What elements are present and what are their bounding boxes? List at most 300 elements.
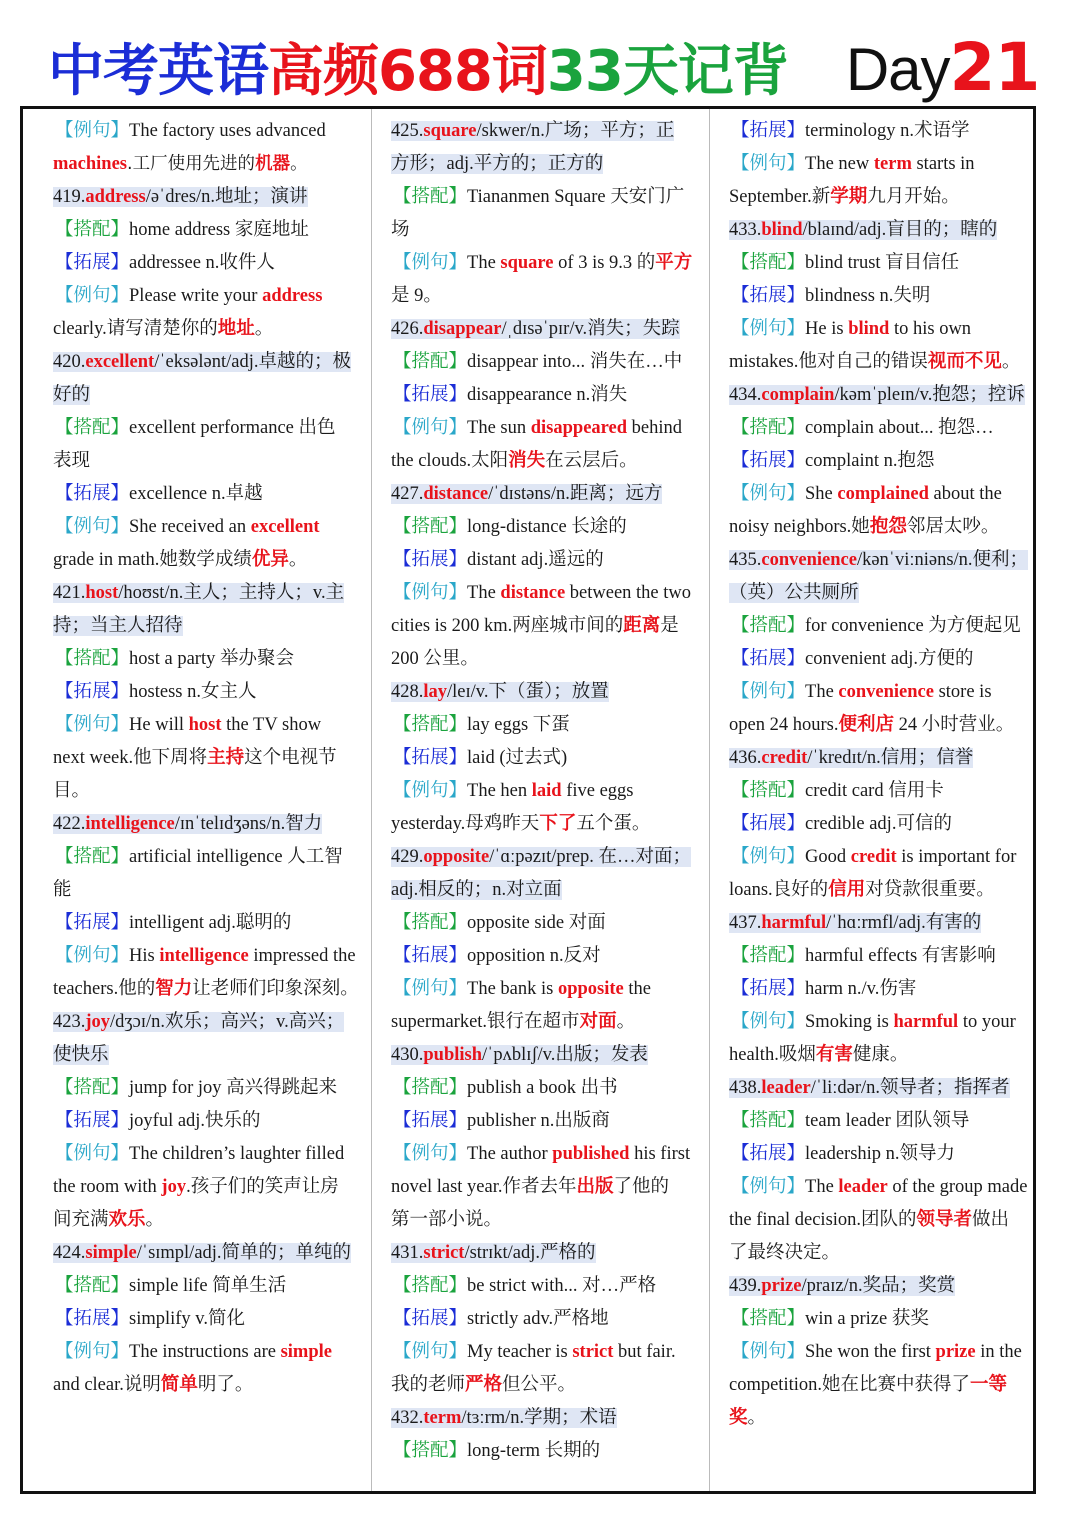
example-text: but fair. (613, 1342, 676, 1362)
example-highlight: 地址 (217, 319, 255, 339)
collocation-text: 场 (391, 220, 410, 240)
example-text: 五个蛋。 (576, 814, 651, 834)
example-row (53, 511, 358, 544)
collocation-row (729, 412, 1033, 445)
example-text: His (129, 946, 160, 966)
example-text: The children’s laughter filled (129, 1144, 345, 1164)
headword-row (729, 1072, 1033, 1105)
definition: /ˈliːdər/n.领导者；指挥者 (810, 1078, 1010, 1098)
example-row (729, 1336, 1033, 1369)
headword-row (391, 115, 696, 148)
example-highlight: simple (280, 1342, 332, 1362)
example-row (391, 247, 696, 280)
extension-text: terminology n.术语学 (805, 121, 970, 141)
headword-row (391, 148, 696, 181)
definition: /hoʊst/n.主人；主持人；v.主 (118, 583, 345, 603)
example-highlight: square (500, 253, 554, 273)
headword: distance (423, 484, 489, 504)
example-row (729, 1039, 1033, 1072)
collocation-text: long-term 长期的 (467, 1441, 601, 1461)
example-row (53, 1336, 358, 1369)
example-row (391, 1336, 696, 1369)
headword-row (391, 874, 696, 907)
example-highlight: 奖 (729, 1408, 748, 1428)
example-row (391, 775, 696, 808)
example-text: 是 (660, 616, 679, 636)
collocation-text: publish a book 出书 (467, 1078, 618, 1098)
extension-text: addressee n.收件人 (129, 253, 275, 273)
example-row (729, 874, 1033, 907)
title-part-exam-english: 中考英语 (48, 39, 268, 104)
extension-row (53, 1303, 358, 1336)
example-text: Smoking is (805, 1012, 894, 1032)
example-highlight: excellent (250, 517, 320, 537)
list-item (53, 148, 358, 181)
example-highlight: 优异 (251, 550, 289, 570)
example-row (53, 544, 358, 577)
example-text: .工厂使用先进的 (127, 154, 256, 174)
example-text: mistakes.他对自己的错误 (729, 352, 928, 372)
definition: /praɪz/n.奖品；奖赏 (801, 1276, 956, 1296)
column-divider (709, 109, 710, 1491)
definition: adj.相反的；n.对立面 (391, 880, 562, 900)
collocation-text: lay eggs 下蛋 (467, 715, 570, 735)
extension-row (391, 544, 696, 577)
example-text: 。 (747, 1408, 767, 1428)
collocation-label: 【搭配】 (55, 1276, 130, 1296)
collocation-text: jump for joy 高兴得跳起来 (129, 1078, 338, 1098)
example-text: 这个电视节 (244, 748, 337, 768)
extension-row (53, 1105, 358, 1138)
example-highlight: disappeared (530, 418, 628, 438)
word-number: 420. (53, 352, 86, 372)
example-row (391, 1369, 696, 1402)
extension-row (53, 247, 358, 280)
headword-row (53, 346, 358, 379)
collocation-label: 【搭配】 (55, 220, 130, 240)
definition: /ˈpʌblɪʃ/v.出版；发表 (482, 1045, 648, 1065)
example-text: loans.良好的 (729, 880, 829, 900)
example-highlight: 视而不见 (927, 352, 1002, 372)
extension-row (729, 973, 1033, 1006)
example-row (53, 775, 358, 808)
example-row (53, 1171, 358, 1204)
example-row (53, 313, 358, 346)
example-text: The new (805, 154, 874, 174)
example-text: Please write your (129, 286, 263, 306)
collocation-row (391, 1270, 696, 1303)
word-number: 437. (729, 913, 762, 933)
definition: /dʒɔɪ/n.欢乐；高兴；v.高兴； (110, 1012, 345, 1032)
example-text: store is (933, 682, 992, 702)
extension-text: complaint n.抱怨 (805, 451, 935, 471)
example-text: 九月开始。 (867, 187, 960, 207)
collocation-label: 【搭配】 (55, 649, 130, 669)
headword-row (53, 577, 358, 610)
headword: credit (761, 748, 808, 768)
title-day-label: Day (845, 36, 950, 103)
extension-row (53, 907, 358, 940)
collocation-label: 【搭配】 (393, 1441, 468, 1461)
example-text: between the two (565, 583, 692, 603)
extension-text: leadership n.领导力 (805, 1144, 956, 1164)
example-row (729, 313, 1033, 346)
example-text: behind (627, 418, 683, 438)
headword: simple (85, 1243, 137, 1263)
word-number: 425. (391, 121, 424, 141)
headword-row (729, 1270, 1033, 1303)
headword: disappear (423, 319, 502, 339)
example-highlight: 主持 (207, 748, 245, 768)
headword: excellent (85, 352, 155, 372)
definition: /ˌdɪsəˈpɪr/v.消失；失踪 (501, 319, 680, 339)
example-text: She won the first (805, 1342, 936, 1362)
collocation-label: 【搭配】 (393, 1078, 468, 1098)
example-text: 在云层后。 (545, 451, 638, 471)
collocation-label: 【搭配】 (731, 616, 806, 636)
collocation-label: 【搭配】 (393, 352, 468, 372)
collocation-row (391, 214, 696, 247)
example-highlight: complained (837, 484, 929, 504)
example-text: 。 (288, 550, 308, 570)
example-highlight: 严格 (465, 1375, 503, 1395)
extension-label: 【拓展】 (55, 484, 130, 504)
headword-row (53, 1039, 358, 1072)
example-label: 【例句】 (393, 253, 468, 273)
example-highlight: 领导者 (916, 1210, 973, 1230)
headword-row (729, 544, 1033, 577)
headword-row (53, 379, 358, 412)
extension-label: 【拓展】 (731, 649, 806, 669)
example-label: 【例句】 (55, 946, 130, 966)
example-row (729, 1204, 1033, 1237)
extension-text: distant adj.遥远的 (467, 550, 604, 570)
example-row (729, 478, 1033, 511)
example-highlight: 对面 (579, 1012, 617, 1032)
example-text: She (805, 484, 838, 504)
collocation-text: opposite side 对面 (467, 913, 606, 933)
extension-row (391, 1303, 696, 1336)
word-number: 435. (729, 550, 762, 570)
headword: square (423, 121, 477, 141)
extension-row (391, 742, 696, 775)
example-highlight: address (262, 286, 323, 306)
example-row (391, 1204, 696, 1237)
example-text: The hen (467, 781, 532, 801)
collocation-row (53, 841, 358, 874)
example-highlight: 信用 (828, 880, 866, 900)
extension-text: credible adj.可信的 (805, 814, 952, 834)
example-label: 【例句】 (55, 715, 130, 735)
extension-label: 【拓展】 (55, 1309, 130, 1329)
extension-text: publisher n.出版商 (467, 1111, 610, 1131)
collocation-label: 【搭配】 (393, 913, 468, 933)
example-text: teachers.他的 (53, 979, 156, 999)
example-row (53, 1204, 358, 1237)
example-highlight: opposite (557, 979, 624, 999)
collocation-text: team leader 团队领导 (805, 1111, 970, 1131)
extension-text: joyful adj.快乐的 (129, 1111, 261, 1131)
example-text: grade in math.她数学成绩 (53, 550, 252, 570)
example-text: My teacher is (467, 1342, 573, 1362)
example-text: 我的老师 (391, 1375, 466, 1395)
definition: /blaɪnd/adj.盲目的；瞎的 (802, 220, 998, 240)
extension-row (391, 1105, 696, 1138)
example-row (391, 973, 696, 1006)
example-label: 【例句】 (55, 286, 130, 306)
collocation-text: 能 (53, 880, 72, 900)
extension-row (729, 643, 1033, 676)
extension-label: 【拓展】 (393, 748, 468, 768)
headword-row (729, 742, 1033, 775)
example-text: He will (129, 715, 189, 735)
collocation-label: 【搭配】 (393, 715, 468, 735)
example-label: 【例句】 (393, 583, 468, 603)
example-row (729, 1369, 1033, 1402)
example-text: 目。 (53, 781, 91, 801)
example-row (391, 445, 696, 478)
example-label: 【例句】 (393, 1342, 468, 1362)
extension-label: 【拓展】 (393, 1309, 468, 1329)
example-row (729, 709, 1033, 742)
word-number: 424. (53, 1243, 86, 1263)
definition: /ˈsɪmpl/adj.简单的；单纯的 (136, 1243, 352, 1263)
headword: convenience (761, 550, 857, 570)
example-highlight: 智力 (155, 979, 193, 999)
example-text: The factory uses advanced (129, 121, 326, 141)
definition: /ˈdɪstəns/n.距离；远方 (488, 484, 663, 504)
example-row (53, 973, 358, 1006)
collocation-row (729, 247, 1033, 280)
example-text: The (467, 253, 501, 273)
example-row (391, 1138, 696, 1171)
collocation-label: 【搭配】 (393, 517, 468, 537)
example-highlight: 欢乐 (108, 1210, 146, 1230)
collocation-text: simple life 简单生活 (129, 1276, 287, 1296)
example-text: He is (805, 319, 849, 339)
collocation-text: 表现 (53, 451, 91, 471)
extension-label: 【拓展】 (393, 550, 468, 570)
example-text: about the (928, 484, 1002, 504)
headword: leader (761, 1078, 811, 1098)
headword: term (423, 1408, 462, 1428)
word-number: 434. (729, 385, 762, 405)
headword: joy (85, 1012, 111, 1032)
extension-label: 【拓展】 (731, 286, 806, 306)
example-text: 200 公里。 (391, 649, 479, 669)
headword: blind (761, 220, 803, 240)
collocation-text: blind trust 盲目信任 (805, 253, 960, 273)
example-label: 【例句】 (55, 1144, 130, 1164)
example-highlight: 一等 (970, 1375, 1008, 1395)
headword-row (53, 1006, 358, 1039)
example-row (729, 841, 1033, 874)
word-number: 428. (391, 682, 424, 702)
extension-row (729, 1138, 1033, 1171)
example-text: novel last year.作者去年 (391, 1177, 577, 1197)
collocation-row (391, 511, 696, 544)
collocation-text: win a prize 获奖 (805, 1309, 929, 1329)
example-highlight: 抱怨 (869, 517, 907, 537)
collocation-label: 【搭配】 (393, 187, 468, 207)
example-text: 间充满 (53, 1210, 109, 1230)
example-text: .孩子们的笑声让房 (186, 1177, 339, 1197)
extension-row (729, 808, 1033, 841)
example-highlight: 简单 (160, 1375, 198, 1395)
title-day-number: 21 (949, 29, 1040, 106)
collocation-row (391, 1435, 696, 1468)
example-row (391, 280, 696, 313)
word-number: 419. (53, 187, 86, 207)
headword: lay (423, 682, 448, 702)
example-text: the (623, 979, 651, 999)
example-row (729, 346, 1033, 379)
example-row (53, 940, 358, 973)
headword-row (53, 610, 358, 643)
extension-text: strictly adv.严格地 (467, 1309, 609, 1329)
example-row (53, 709, 358, 742)
example-text: She received an (129, 517, 251, 537)
example-label: 【例句】 (55, 517, 130, 537)
headword: publish (423, 1045, 483, 1065)
collocation-label: 【搭配】 (731, 1111, 806, 1131)
collocation-row (53, 412, 358, 445)
example-text: 邻居太吵。 (906, 517, 1000, 537)
definition: /strɪkt/adj.严格的 (464, 1243, 596, 1263)
definition: /ˈeksələnt/adj.卓越的；极 (154, 352, 351, 372)
example-text: starts in (911, 154, 975, 174)
example-highlight: intelligence (159, 946, 249, 966)
collocation-label: 【搭配】 (393, 1276, 468, 1296)
word-number: 421. (53, 583, 86, 603)
definition: /ˈhɑːrmfl/adj.有害的 (826, 913, 982, 933)
example-text: and clear.说明 (53, 1375, 161, 1395)
example-highlight: 距离 (623, 616, 661, 636)
collocation-text: credit card 信用卡 (805, 781, 944, 801)
example-text: supermarket.银行在超市 (391, 1012, 580, 1032)
headword: intelligence (85, 814, 175, 834)
extension-row (729, 445, 1033, 478)
example-text: September.新 (729, 187, 831, 207)
list-item (53, 115, 358, 148)
example-text: The sun (467, 418, 531, 438)
title-part-high-frequency: 高频688词 (268, 39, 547, 104)
example-text: The (805, 682, 839, 702)
headword-row (53, 181, 358, 214)
example-label: 【例句】 (731, 154, 806, 174)
headword-row (729, 214, 1033, 247)
collocation-label: 【搭配】 (731, 946, 806, 966)
extension-label: 【拓展】 (55, 682, 130, 702)
extension-text: simplify v.简化 (129, 1309, 245, 1329)
extension-row (53, 478, 358, 511)
collocation-text: home address 家庭地址 (129, 220, 309, 240)
collocation-text: harmful effects 有害影响 (805, 946, 996, 966)
example-label: 【例句】 (393, 781, 468, 801)
example-highlight: prize (935, 1342, 976, 1362)
example-text: 。 (616, 1012, 636, 1032)
example-highlight: published (552, 1144, 630, 1164)
example-highlight: convenience (838, 682, 934, 702)
example-text: is important for (896, 847, 1017, 867)
example-label: 【例句】 (731, 1177, 806, 1197)
column-divider (371, 109, 372, 1491)
headword-row (391, 1237, 696, 1270)
example-row (729, 676, 1033, 709)
headword-row (53, 1237, 358, 1270)
collocation-text: artificial intelligence 人工智 (129, 847, 343, 867)
collocation-row (729, 1105, 1033, 1138)
collocation-row (53, 1072, 358, 1105)
extension-text: intelligent adj.聪明的 (129, 913, 292, 933)
collocation-label: 【搭配】 (731, 418, 806, 438)
example-row (391, 577, 696, 610)
example-text: The author (467, 1144, 553, 1164)
example-text: 了最终决定。 (729, 1243, 841, 1263)
word-number: 438. (729, 1078, 762, 1098)
example-label: 【例句】 (393, 1144, 468, 1164)
definition: 使快乐 (53, 1045, 109, 1065)
definition: /leɪ/v.下（蛋）；放置 (447, 682, 609, 702)
collocation-row (729, 775, 1033, 808)
collocation-text: host a party 举办聚会 (129, 649, 294, 669)
collocation-row (53, 874, 358, 907)
example-text: five eggs (561, 781, 634, 801)
collocation-row (729, 940, 1033, 973)
example-text: 明了。 (197, 1375, 254, 1395)
extension-label: 【拓展】 (393, 946, 468, 966)
example-text: The (467, 583, 501, 603)
example-text: his first (629, 1144, 691, 1164)
example-text: the final decision.团队的 (729, 1210, 917, 1230)
example-text: 但公平。 (502, 1375, 577, 1395)
example-highlight: 学期 (830, 187, 868, 207)
word-number: 423. (53, 1012, 86, 1032)
collocation-label: 【搭配】 (55, 1078, 130, 1098)
example-text: impressed the (248, 946, 356, 966)
column-1 (53, 115, 358, 1402)
example-row (53, 1138, 358, 1171)
extension-row (729, 280, 1033, 313)
example-highlight: host (188, 715, 222, 735)
example-label: 【例句】 (55, 1342, 130, 1362)
example-label: 【例句】 (731, 319, 806, 339)
example-text: of the group made (887, 1177, 1028, 1197)
example-text: the TV show (221, 715, 322, 735)
extension-label: 【拓展】 (393, 385, 468, 405)
definition: /tɜːrm/n.学期；术语 (461, 1408, 617, 1428)
example-text: 24 小时营业。 (893, 715, 1015, 735)
collocation-text: be strict with... 对…严格 (467, 1276, 657, 1296)
example-label: 【例句】 (393, 418, 468, 438)
definition: /ɪnˈtelɪdʒəns/n.智力 (174, 814, 323, 834)
example-text: 做出 (972, 1210, 1010, 1230)
collocation-row (53, 214, 358, 247)
extension-text: laid (过去式) (467, 748, 568, 768)
example-text: to your (958, 1012, 1016, 1032)
collocation-label: 【搭配】 (731, 253, 806, 273)
example-highlight: blind (848, 319, 890, 339)
example-row (391, 1006, 696, 1039)
example-highlight: strict (572, 1342, 614, 1362)
example-highlight: joy (161, 1177, 187, 1197)
example-highlight: term (873, 154, 912, 174)
extension-label: 【拓展】 (55, 253, 130, 273)
extension-text: blindness n.失明 (805, 286, 931, 306)
headword: opposite (423, 847, 490, 867)
column-2 (391, 115, 696, 1468)
extension-text: convenient adj.方便的 (805, 649, 974, 669)
